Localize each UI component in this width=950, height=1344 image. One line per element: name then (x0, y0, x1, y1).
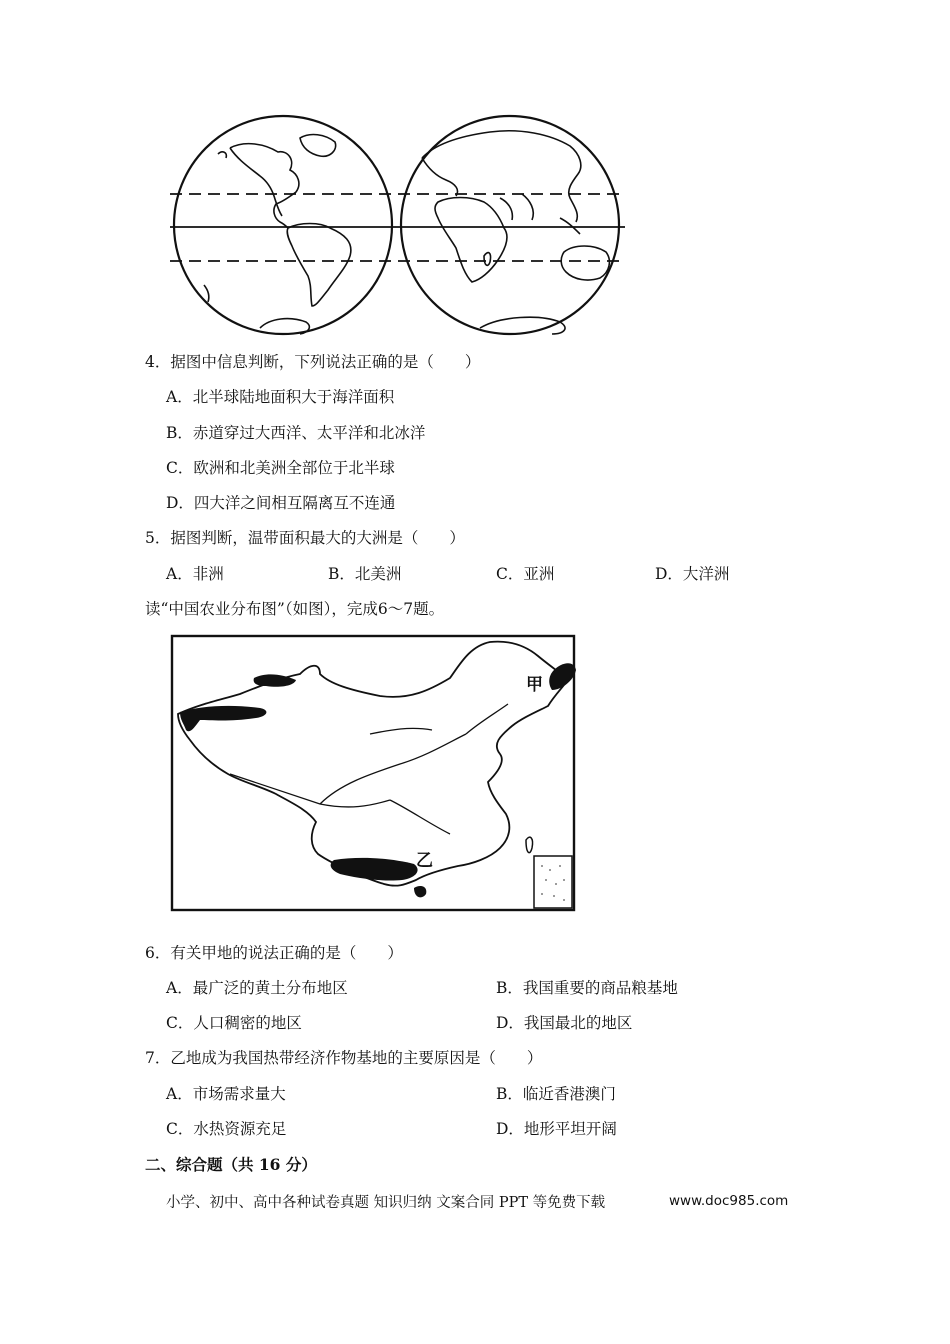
q6-stem: 6．有关甲地的说法正确的是（ ） (145, 944, 403, 962)
q4-option-d[interactable]: D．四大洋之间相互隔离互不连通 (166, 494, 396, 512)
section-2-title: 二、综合题（共 16 分） (145, 1155, 317, 1174)
world-hemispheres-map (160, 110, 630, 340)
q7-option-b[interactable]: B．临近香港澳门 (496, 1085, 616, 1103)
label-yi: 乙 (416, 851, 433, 871)
footer-url[interactable]: www.doc985.com (669, 1193, 789, 1209)
americas-outline (204, 135, 351, 334)
old-world-outline (422, 131, 609, 334)
q5-option-a[interactable]: A．非洲 (166, 565, 224, 583)
q4-option-b[interactable]: B．赤道穿过大西洋、太平洋和北冰洋 (166, 424, 426, 442)
south-sea-inset (534, 856, 572, 908)
q7-stem: 7．乙地成为我国热带经济作物基地的主要原因是（ ） (145, 1049, 543, 1067)
q7-option-a[interactable]: A．市场需求量大 (166, 1085, 286, 1103)
label-jia: 甲 (526, 675, 543, 695)
q5-option-d[interactable]: D．大洋洲 (655, 565, 730, 583)
china-agriculture-map (170, 634, 580, 914)
q6-option-d[interactable]: D．我国最北的地区 (496, 1014, 633, 1032)
q7-option-c[interactable]: C．水热资源充足 (166, 1120, 287, 1138)
q5-option-b[interactable]: B．北美洲 (328, 565, 402, 583)
western-hemisphere (174, 116, 392, 334)
q6-option-c[interactable]: C．人口稠密的地区 (166, 1014, 302, 1032)
q5-stem: 5．据图判断，温带面积最大的大洲是（ ） (145, 529, 465, 547)
q5-option-c[interactable]: C．亚洲 (496, 565, 555, 583)
footer-text: 小学、初中、高中各种试卷真题 知识归纳 文案合同 PPT 等免费下载 (166, 1195, 606, 1211)
intro-text: 读“中国农业分布图”（如图），完成6～7题。 (145, 600, 445, 618)
q4-option-a[interactable]: A．北半球陆地面积大于海洋面积 (166, 388, 395, 406)
q7-option-d[interactable]: D．地形平坦开阔 (496, 1120, 617, 1138)
q4-option-c[interactable]: C．欧洲和北美洲全部位于北半球 (166, 459, 395, 477)
q4-stem: 4．据图中信息判断，下列说法正确的是（ ） (145, 353, 481, 371)
q6-option-b[interactable]: B．我国重要的商品粮基地 (496, 979, 678, 997)
q6-option-a[interactable]: A．最广泛的黄土分布地区 (166, 979, 348, 997)
